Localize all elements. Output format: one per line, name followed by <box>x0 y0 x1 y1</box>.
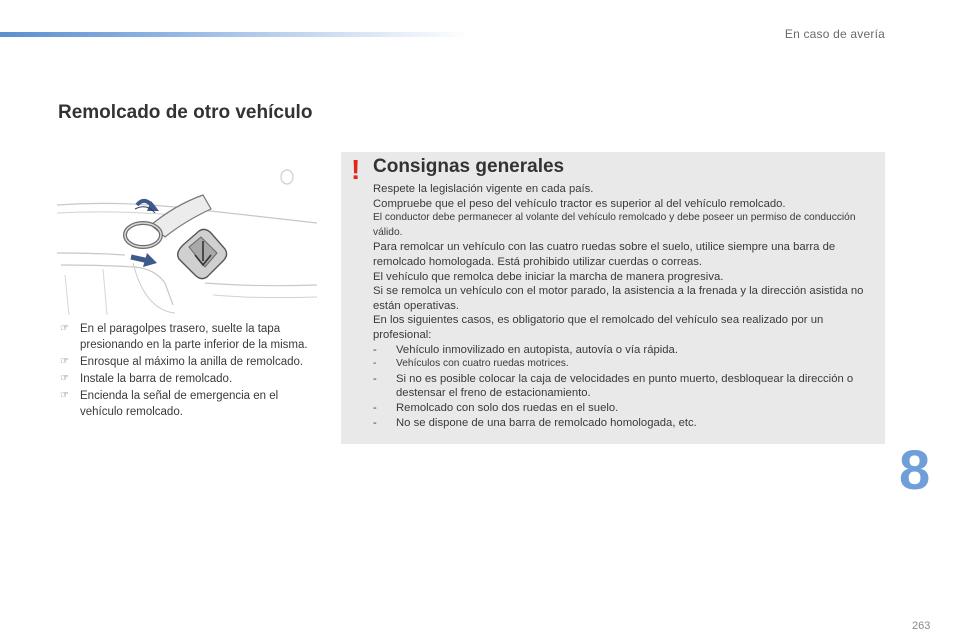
chapter-number: 8 <box>899 438 931 501</box>
step-text: Encienda la señal de emergencia en el vehículo remolcado. <box>80 390 279 418</box>
pointing-hand-icon: ☞ <box>60 323 69 334</box>
list-item: - Remolcado con solo dos ruedas en el suelo. <box>373 401 619 414</box>
warning-title: Consignas generales <box>373 156 565 177</box>
list-item: - Si no es posible colocar la caja de velocidades en punto muerto, desbloquear la dirección o destensar el freno de estacionamiento. <box>373 372 854 400</box>
warning-paragraph: Para remolcar un vehículo con las cuatro ruedas sobre el suelo, utilice siempre una barra de remolcado homologada. Está prohibido utilizar cuerdas o correas. <box>373 241 836 268</box>
warning-paragraph: El conductor debe permanecer al volante del vehículo remolcado y debe poseer un permiso de conducción válido. <box>373 212 856 238</box>
step-text: Instale la barra de remolcado. <box>80 373 233 385</box>
warning-box <box>341 152 885 444</box>
list-item: - Vehículo inmovilizado en autopista, autovía o vía rápida. <box>373 343 678 356</box>
exclamation-icon: ! <box>351 154 361 185</box>
pointing-hand-icon: ☞ <box>60 373 69 384</box>
towing-eye-illustration <box>55 165 320 315</box>
steps-list <box>60 321 310 421</box>
list-item: - No se dispone de una barra de remolcado homologada, etc. <box>373 416 697 429</box>
warning-paragraph: Respete la legislación vigente en cada país. <box>373 183 594 195</box>
pointing-hand-icon: ☞ <box>60 390 69 401</box>
list-item <box>60 354 310 370</box>
list-item <box>60 321 310 353</box>
page-title: Remolcado de otro vehículo <box>58 102 313 123</box>
warning-paragraph: Compruebe que el peso del vehículo tractor es superior al del vehículo remolcado. <box>373 197 786 210</box>
list-item <box>60 388 310 420</box>
section-title: En caso de avería <box>784 27 885 41</box>
warning-paragraph: El vehículo que remolca debe iniciar la marcha de manera progresiva. <box>373 270 724 283</box>
step-text: Enrosque al máximo la anilla de remolcado. <box>80 356 304 368</box>
warning-paragraph: Si se remolca un vehículo con el motor parado, la asistencia a la frenada y la dirección asistida no están operativas. <box>373 285 864 312</box>
warning-paragraph: En los siguientes casos, es obligatorio que el remolcado del vehículo sea realizado por un profesional: <box>373 314 824 341</box>
step-text: En el paragolpes trasero, suelte la tapa presionando en la parte inferior de la misma. <box>80 323 308 351</box>
header-accent-bar <box>0 32 470 37</box>
pointing-hand-icon: ☞ <box>60 356 69 367</box>
warning-body <box>373 182 873 430</box>
page-number: 263 <box>912 620 931 632</box>
cases-list <box>373 343 873 431</box>
list-item: - Vehículos con cuatro ruedas motrices. <box>373 358 569 370</box>
list-item <box>60 371 310 387</box>
